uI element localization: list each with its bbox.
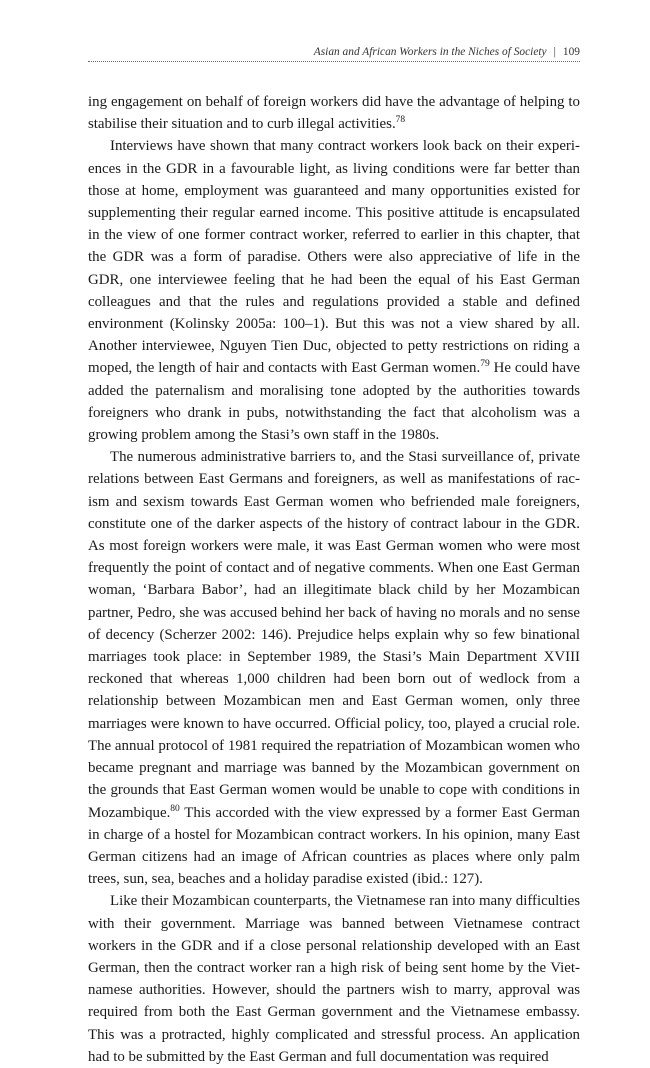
paragraph-2	[88, 135, 580, 446]
running-title: Asian and African Workers in the Niches of Society	[313, 46, 547, 58]
page-number: 109	[562, 46, 580, 58]
header-rule	[88, 61, 580, 62]
header-separator: |	[553, 46, 556, 58]
p2-text-2: He could have added the paternalism and moralising tone adopted by the authorities towards foreigners who drank in pubs, notwithstanding the fact that alcoholism was a growing problem among the Stasi’s own staff in the 1980s.	[88, 360, 580, 444]
p3-text-2: This accorded with the view expressed by a former East German in charge of a hostel for Mozambican contract workers. In his opinion, many East German citizens had an image of African countries as places where only palm trees, sun, sea, beaches and a holiday paradise existed (ibid.: 127).	[88, 804, 580, 888]
p1-text-1: ing engagement on behalf of foreign workers did have the advantage of helping to stabilise their situation and to curb illegal activities.	[88, 94, 580, 133]
p2-text-1: Interviews have shown that many contract workers look back on their experiences in the GDR in a favourable light, as living conditions were far better than those at home, employment was guaranteed and many opportunities existed for supplementing their regular earned income. This positive attitude is encapsulated in the view of one former contract worker, referred to earlier in this chapter, that the GDR was a form of paradise. Others were also appreciative of life in the GDR, one interviewee feeling that he had been the equal of his East German colleagues and that the rules and regulations provided a stable and defined environment (Kolinsky 2005a: 100–1). But this was not a view shared by all. Another interviewee, Nguyen Tien Duc, objected to petty restrictions on riding a moped, the length of hair and contacts with East German women.	[88, 138, 580, 377]
paragraph-1	[88, 91, 580, 135]
paragraph-3	[88, 446, 580, 890]
footnote-marker-79[interactable]: 79	[480, 359, 490, 370]
footnote-marker-80[interactable]: 80	[170, 803, 180, 814]
paragraph-4	[88, 890, 580, 1068]
body-text	[88, 91, 580, 1068]
footnote-marker-78[interactable]: 78	[395, 115, 406, 126]
running-head	[88, 46, 580, 66]
p3-text-1: The numerous administrative barriers to, and the Stasi surveillance of, private relations between East Germans and foreigners, as well as manifestations of racism and sexism towards East German women who befriended male foreigners, constitute one of the darker aspects of the history of contract labour in the GDR. As most foreign workers were male, it was East German women who were most frequently the point of contact and of negative comments. When one East German woman, ‘Barbara Babor’, had an illegitimate black child by her Mozambican partner, Pedro, she was accused behind her back of having no morals and no sense of decency (Scherzer 2002: 146). Prejudice helps explain why so few binational marriages took place: in September 1989, the Stasi’s Main Department XVIII reckoned that whereas 1,000 children had been born out of wedlock from a relationship between Mozambican men and East German women, only three marriages were known to have occurred. Official policy, too, played a crucial role. The annual protocol of 1981 required the repatriation of Mozambican women who became pregnant and marriage was banned by the Mozambican government on the grounds that East German women would be unable to cope with conditions in Mozambique.	[88, 449, 580, 821]
p4-text-1: Like their Mozambican counterparts, the Vietnamese ran into many difficulties with their government. Marriage was banned between Vietnamese contract workers in the GDR and if a close personal relationship developed with an East German, then the contract worker ran a high risk of being sent home by the Vietnamese authorities. However, should the partners wish to marry, approval was required from both the East German government and the Vietnamese embassy. This was a protracted, highly complicated and stressful process. An application had to be submitted by the East German and full documentation was required	[88, 893, 580, 1065]
